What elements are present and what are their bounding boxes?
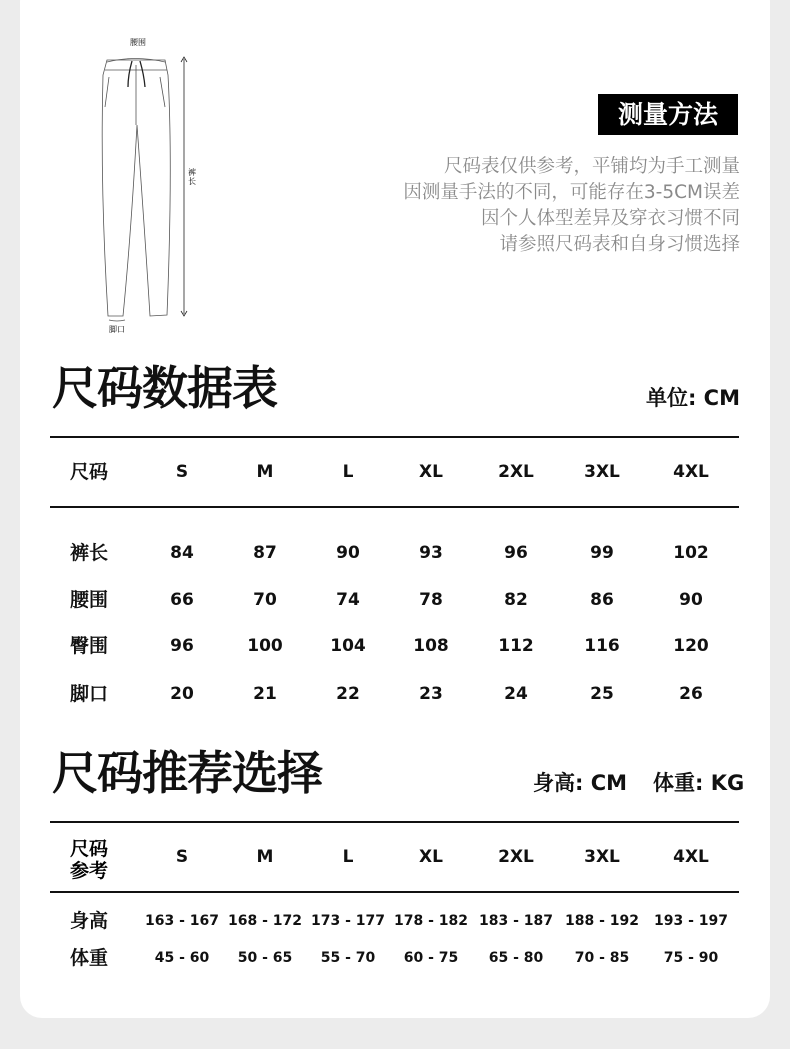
- table-cell: S: [175, 462, 189, 482]
- size-table-title: 尺码数据表: [52, 361, 277, 415]
- table-row: [0, 538, 790, 568]
- note-line: 请参照尺码表和自身习惯选择: [499, 234, 740, 255]
- row-label: 臀围: [70, 635, 109, 657]
- table-cell: 193 - 197: [653, 913, 729, 929]
- table-cell: 188 - 192: [564, 913, 640, 929]
- table-cell: L: [342, 847, 354, 867]
- table-cell: 178 - 182: [393, 913, 469, 929]
- measure-notes: [403, 154, 740, 258]
- table-row: [0, 631, 790, 661]
- table-cell: 70: [253, 590, 277, 610]
- table-cell: 78: [419, 590, 443, 610]
- table-cell: 3XL: [584, 847, 620, 867]
- table-cell: 116: [584, 636, 620, 656]
- table-cell: XL: [419, 847, 443, 867]
- table-cell: XL: [419, 462, 443, 482]
- table-cell: 183 - 187: [478, 913, 554, 929]
- length-label: 裤长: [188, 168, 196, 186]
- divider: [50, 891, 739, 893]
- weight-unit: 体重: KG: [653, 771, 745, 795]
- table-cell: 24: [504, 684, 528, 704]
- table-cell: 173 - 177: [310, 913, 386, 929]
- table-cell: 21: [253, 684, 277, 704]
- recommend-title: 尺码推荐选择: [52, 746, 322, 800]
- table-cell: 22: [336, 684, 360, 704]
- table-row: [0, 906, 790, 936]
- table-cell: 82: [504, 590, 528, 610]
- table-cell: 20: [170, 684, 194, 704]
- divider: [50, 436, 739, 438]
- row-label: 体重: [70, 947, 109, 969]
- table-cell: 93: [419, 543, 443, 563]
- table-cell: 2XL: [498, 847, 534, 867]
- table-cell: 99: [590, 543, 614, 563]
- table-cell: 84: [170, 543, 194, 563]
- table-row: [0, 457, 790, 487]
- note-line: 因个人体型差异及穿衣习惯不同: [480, 208, 740, 229]
- row-label: 尺码: [70, 461, 109, 483]
- table-cell: 65 - 80: [488, 950, 544, 966]
- table-cell: 4XL: [673, 462, 709, 482]
- header-label-line: 参考: [70, 860, 109, 882]
- table-cell: 55 - 70: [320, 950, 376, 966]
- table-cell: S: [175, 847, 189, 867]
- table-cell: 120: [673, 636, 709, 656]
- table-cell: 23: [419, 684, 443, 704]
- table-row: [0, 585, 790, 615]
- table-cell: 104: [330, 636, 366, 656]
- table-cell: 66: [170, 590, 194, 610]
- table-cell: 96: [170, 636, 194, 656]
- table-cell: 60 - 75: [403, 950, 459, 966]
- table-cell: 96: [504, 543, 528, 563]
- table-cell: 25: [590, 684, 614, 704]
- unit-label: 单位: CM: [645, 386, 740, 410]
- table-cell: M: [256, 847, 274, 867]
- divider: [50, 821, 739, 823]
- divider: [50, 506, 739, 508]
- table-cell: 90: [679, 590, 703, 610]
- row-label: 裤长: [70, 542, 109, 564]
- table-cell: 87: [253, 543, 277, 563]
- row-label: 腰围: [70, 589, 109, 611]
- table-cell: 168 - 172: [227, 913, 303, 929]
- table-row: [0, 943, 790, 973]
- table-row: [0, 679, 790, 709]
- note-line: 尺码表仅供参考，平铺均为手工测量: [443, 156, 740, 177]
- table-cell: 86: [590, 590, 614, 610]
- note-line: 因测量手法的不同，可能存在3-5CM误差: [403, 182, 740, 203]
- height-unit: 身高: CM: [533, 771, 628, 795]
- table-cell: 102: [673, 543, 709, 563]
- table-cell: M: [256, 462, 274, 482]
- hem-label: 脚口: [109, 325, 125, 334]
- table-cell: 112: [498, 636, 534, 656]
- table-cell: L: [342, 462, 354, 482]
- table-cell: 3XL: [584, 462, 620, 482]
- table-cell: 45 - 60: [154, 950, 210, 966]
- table-row: [0, 842, 790, 872]
- table-cell: 90: [336, 543, 360, 563]
- waist-label: 腰围: [130, 38, 146, 47]
- table-cell: 75 - 90: [663, 950, 719, 966]
- table-cell: 163 - 167: [144, 913, 220, 929]
- table-cell: 74: [336, 590, 360, 610]
- table-cell: 26: [679, 684, 703, 704]
- table-cell: 50 - 65: [237, 950, 293, 966]
- header-label-line: 尺码: [70, 838, 109, 860]
- measure-method-badge: 测量方法: [598, 94, 738, 135]
- table-cell: 100: [247, 636, 283, 656]
- row-label: 脚口: [70, 683, 109, 705]
- table-cell: 4XL: [673, 847, 709, 867]
- table-cell: 2XL: [498, 462, 534, 482]
- table-cell: 108: [413, 636, 449, 656]
- row-label: 身高: [70, 910, 109, 932]
- table-cell: 70 - 85: [574, 950, 630, 966]
